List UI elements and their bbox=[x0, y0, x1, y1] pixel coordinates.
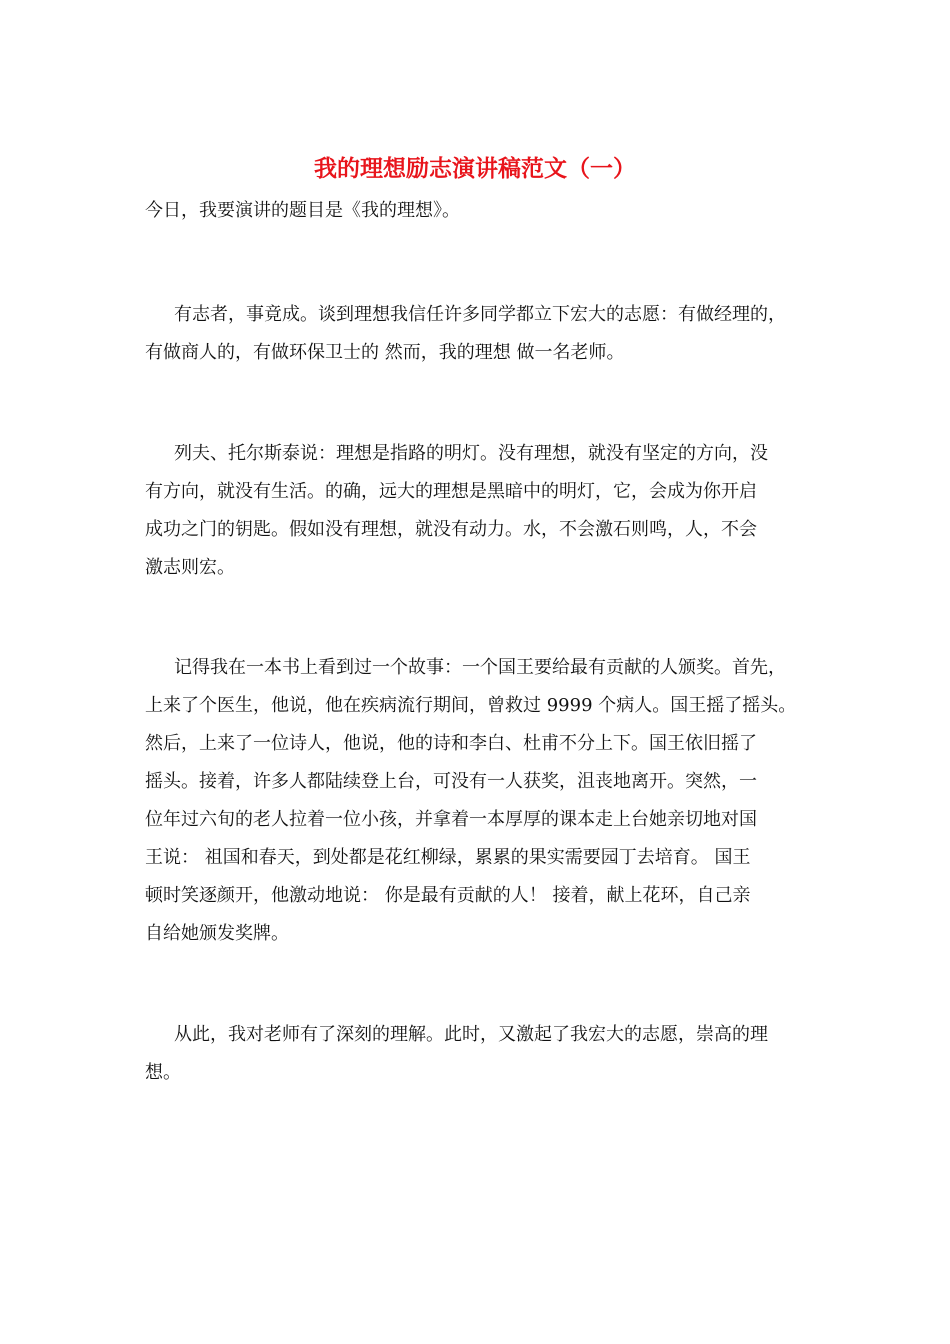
paragraph-2-line-4: 激志则宏。 bbox=[145, 557, 235, 578]
paragraph-3-line-5: 位年过六旬的老人拉着一位小孩，并拿着一本厚厚的课本走上台她亲切地对国 bbox=[145, 809, 757, 830]
intro-line: 今日，我要演讲的题目是《我的理想》。 bbox=[145, 200, 460, 221]
document-title: 我的理想励志演讲稿范文（一） bbox=[314, 155, 636, 182]
paragraph-3-line-4: 摇头。接着，许多人都陆续登上台，可没有一人获奖，沮丧地离开。突然，一 bbox=[145, 771, 757, 792]
paragraph-1-line-1: 有志者，事竟成。谈到理想我信任许多同学都立下宏大的志愿：有做经理的， bbox=[174, 304, 786, 325]
paragraph-3-line-1: 记得我在一本书上看到过一个故事：一个国王要给最有贡献的人颁奖。首先， bbox=[174, 657, 786, 678]
paragraph-2-line-1: 列夫、托尔斯泰说：理想是指路的明灯。没有理想，就没有坚定的方向，没 bbox=[174, 443, 768, 464]
paragraph-1-line-2: 有做商人的，有做环保卫士的 然而，我的理想 做一名老师。 bbox=[145, 342, 625, 363]
paragraph-3-line-7: 顿时笑逐颜开，他激动地说： 你是最有贡献的人！ 接着，献上花环，自己亲 bbox=[145, 885, 751, 906]
paragraph-3-line-2: 上来了个医生，他说，他在疾病流行期间，曾救过 9999 个病人。国王摇了摇头。 bbox=[145, 695, 797, 716]
paragraph-2-line-3: 成功之门的钥匙。假如没有理想，就没有动力。水，不会激石则鸣，人，不会 bbox=[145, 519, 757, 540]
paragraph-4-line-1: 从此，我对老师有了深刻的理解。此时，又激起了我宏大的志愿，崇高的理 bbox=[174, 1024, 768, 1045]
paragraph-3-line-3: 然后，上来了一位诗人，他说，他的诗和李白、杜甫不分上下。国王依旧摇了 bbox=[145, 733, 757, 754]
paragraph-4-line-2: 想。 bbox=[145, 1062, 181, 1083]
paragraph-2-line-2: 有方向，就没有生活。的确，远大的理想是黑暗中的明灯，它，会成为你开启 bbox=[145, 481, 757, 502]
paragraph-3-line-8: 自给她颁发奖牌。 bbox=[145, 923, 289, 944]
paragraph-3-line-6: 王说： 祖国和春天，到处都是花红柳绿，累累的果实需要园丁去培育。 国王 bbox=[145, 847, 751, 868]
